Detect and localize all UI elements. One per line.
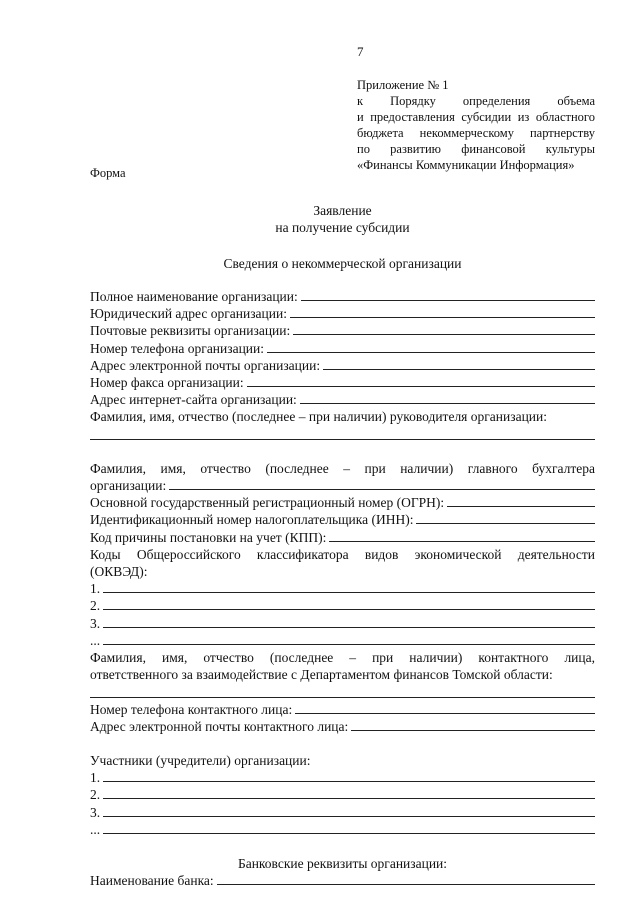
field-label: Адрес интернет-сайта организации: [90,392,297,408]
okved-item [90,632,595,649]
field-inn [90,511,595,528]
item-number: ... [90,821,101,837]
contact-phone-input[interactable] [295,701,595,714]
spacer [90,735,595,752]
inn-input[interactable] [416,511,595,524]
founder-input[interactable] [103,769,595,782]
blank-line [90,685,595,698]
form-label: Форма [90,166,126,180]
full-name-input[interactable] [301,288,595,301]
field-label: Наименование банка: [90,873,214,889]
contact-email-input[interactable] [351,718,595,731]
fax-input[interactable] [247,374,595,387]
field-postal [90,322,595,339]
okved-item [90,580,595,597]
kpp-input[interactable] [329,529,595,542]
field-full-name [90,288,595,305]
founder-item [90,786,595,803]
field-legal-address [90,305,595,322]
field-contact-fio: Фамилия, имя, отчество (последнее – при наличии) контактного лица, [90,649,595,665]
okved-input[interactable] [103,632,595,645]
field-label: Адрес электронной почты контактного лица: [90,718,349,734]
founder-input[interactable] [103,804,595,817]
document-subtitle: на получение субсидии [275,220,410,235]
bank-section-heading: Банковские реквизиты организации: [237,856,448,872]
appendix-line: по развитию финансовой культуры [357,142,595,156]
field-label: Почтовые реквизиты организации: [90,323,291,339]
item-number: ... [90,632,101,648]
website-input[interactable] [300,391,595,404]
appendix-line: бюджета некоммерческому партнерству [357,126,595,140]
okved-input[interactable] [103,615,595,628]
item-number: 2. [90,787,101,803]
founder-item [90,769,595,786]
item-number: 3. [90,804,101,820]
spacer [90,838,595,855]
field-label: Идентификационный номер налогоплательщика (ИНН): [90,512,414,528]
appendix-line: «Финансы Коммуникации Информация» [357,158,575,172]
founder-item [90,821,595,838]
field-label: Адрес электронной почты организации: [90,357,321,373]
field-label: организации: [90,478,167,494]
field-label: Участники (учредители) организации: [90,753,311,769]
bank-name-input[interactable] [217,872,595,885]
item-number: 3. [90,615,101,631]
appendix-line: Приложение № 1 [357,78,449,92]
field-contact-phone [90,701,595,718]
field-accountant-fio-cont [90,477,595,494]
okved-input[interactable] [103,580,595,593]
email-input[interactable] [323,357,595,370]
phone-input[interactable] [267,340,595,353]
document-title: Заявление [313,203,372,218]
section-heading: Сведения о некоммерческой организации [223,256,462,271]
appendix-line: и предоставления субсидии из областного [357,110,595,124]
field-label: Номер телефона контактного лица: [90,701,293,717]
page-number: 7 [357,44,364,59]
field-label: Фамилия, имя, отчество (последнее – при наличии) руководителя организации: [90,409,547,425]
field-label: ответственного за взаимодействие с Департаментом финансов Томской области: [90,667,553,683]
okved-input[interactable] [103,597,595,610]
founder-input[interactable] [103,786,595,799]
field-contact-fio-cont [90,666,595,683]
appendix-header [357,77,595,173]
legal-address-input[interactable] [290,305,595,318]
field-label: Юридический адрес организации: [90,306,287,322]
field-label: Код причины постановки на учет (КПП): [90,529,327,545]
spacer [90,443,595,460]
founder-input[interactable] [103,821,595,834]
okved-item [90,615,595,632]
postal-input[interactable] [293,322,595,335]
field-website [90,391,595,408]
field-label: Основной государственный регистрационный номер (ОГРН): [90,495,445,511]
ogrn-input[interactable] [447,494,595,507]
blank-line [90,427,595,440]
item-number: 1. [90,770,101,786]
item-number: 1. [90,581,101,597]
field-okved-cont [90,563,595,580]
field-label: (ОКВЭД): [90,564,148,579]
field-fax [90,374,595,391]
appendix-line: к Порядку определения объема [357,94,595,108]
field-kpp [90,529,595,546]
founder-item [90,804,595,821]
okved-item [90,597,595,614]
field-bank-name [90,872,595,889]
head-fio-input[interactable] [90,426,595,443]
field-phone [90,340,595,357]
field-label: Номер телефона организации: [90,340,265,356]
field-accountant-fio: Фамилия, имя, отчество (последнее – при наличии) главного бухгалтера [90,460,595,476]
field-okved: Коды Общероссийского классификатора видов экономической деятельности [90,546,595,562]
contact-fio-input[interactable] [90,683,595,700]
field-founders [90,752,595,769]
accountant-fio-input[interactable] [169,477,595,490]
field-label: Номер факса организации: [90,374,244,390]
item-number: 2. [90,598,101,614]
field-email [90,357,595,374]
form-fields [90,288,595,890]
field-label: Полное наименование организации: [90,289,298,304]
field-ogrn [90,494,595,511]
field-contact-email [90,718,595,735]
field-head-fio [90,408,595,425]
